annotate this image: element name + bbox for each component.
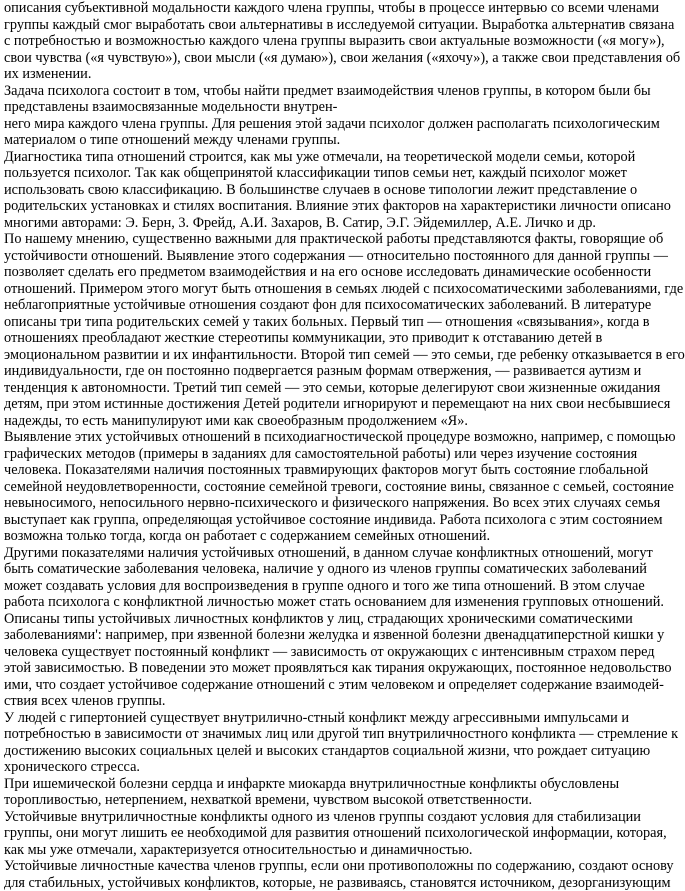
- text-line: родительских установках и стилях воспитания. Влияние этих факторов на характеристики личности описано: [4, 198, 608, 215]
- text-line: него мира каждого члена группы. Для решения этой задачи психолог должен располагать психологическим: [4, 116, 608, 133]
- text-line: Устойчивые внутриличностные конфликты одного из членов группы создают условия для стабилизации: [4, 809, 608, 826]
- paragraph: [4, 83, 608, 149]
- paragraph: [4, 0, 608, 83]
- text-line: ствия всех членов группы.: [4, 693, 608, 710]
- text-line: свои чувства («я чувствую»), свои мысли («я думаю»), свои желания («яхочу»), а также свои представления об: [4, 50, 608, 67]
- text-line: материалом о типе отношений между членами группы.: [4, 132, 608, 149]
- text-line: работа психолога с конфликтной личностью может стать основанием для изменения групповых отношений.: [4, 594, 608, 611]
- text-line: отношениях преобладают жесткие стереотипы коммуникации, это приводит к отставанию детей в: [4, 330, 608, 347]
- text-line: ими, что создает устойчивое содержание отношений с этим человеком и определяет содержание взаимодей-: [4, 677, 608, 694]
- text-line: группы каждый смог выработать свои альтернативы в исследуемой ситуации. Выработка альтернатив связана: [4, 17, 608, 34]
- text-line: Устойчивые личностные качества членов группы, если они противоположны по содержанию, создают основу: [4, 858, 608, 875]
- text-line: описаны три типа родительских семей у таких больных. Первый тип — отношения «связывания», когда в: [4, 314, 608, 331]
- text-line: отношений. Примером этого могут быть отношения в семьях людей с психосоматическими заболеваниями, где: [4, 281, 608, 298]
- text-line: торопливостью, нетерпением, нехваткой времени, чувством высокой ответственности.: [4, 792, 608, 809]
- text-line: этой зависимостью. В поведении это может проявляться как тирания окружающих, постоянное недовольство: [4, 660, 608, 677]
- text-line: для стабильных, устойчивых конфликтов, которые, не развиваясь, становятся источником, дезорганизующим: [4, 875, 608, 891]
- paragraph: [4, 429, 608, 545]
- text-line: Диагностика типа отношений строится, как мы уже отмечали, на теоретической модели семьи, которой: [4, 149, 608, 166]
- text-line: пользуется психолог. Так как общепринятой классификации типов семьи нет, каждый психолог может: [4, 165, 608, 182]
- paragraph: [4, 710, 608, 776]
- paragraph: [4, 809, 608, 859]
- text-line: семейной неудовлетворенности, состояние семейной тревоги, состояние вины, связанное с семьей, состояние: [4, 479, 608, 496]
- text-line: хронического стресса.: [4, 759, 608, 776]
- text-line: графических методов (примеры в заданиях для самостоятельной работы) или через изучение состояния: [4, 446, 608, 463]
- text-line: группы, они могут лишить ее необходимой для развития отношений психологической информации, которая,: [4, 825, 608, 842]
- text-line: надежды, то есть манипулируют ими как своеобразным продолжением «Я».: [4, 413, 608, 430]
- text-line: возможна только тогда, когда он работает с содержанием семейных отношений.: [4, 528, 608, 545]
- paragraph: [4, 231, 608, 429]
- text-line: устойчивости отношений. Выявление этого содержания — относительно постоянного для данной группы —: [4, 248, 608, 265]
- text-line: потребностью в зависимости от значимых лиц или другой тип внутриличностного конфликта — стремление к: [4, 726, 608, 743]
- text-line: использовать свою классификацию. В большинстве случаев в основе типологии лежит представление о: [4, 182, 608, 199]
- text-line: как мы уже отмечали, характеризуется относительностью и динамичностью.: [4, 842, 608, 859]
- paragraph: [4, 545, 608, 611]
- text-line: тенденция к автономности. Третий тип семей — это семьи, которые делегируют свои жизненные ожидания: [4, 380, 608, 397]
- text-line: быть соматические заболевания человека, наличие у одного из членов группы соматических заболеваний: [4, 561, 608, 578]
- text-line: По нашему мнению, существенно важными для практической работы представляются факты, говорящие об: [4, 231, 608, 248]
- text-line: выступает как группа, определяющая устойчивое состояние индивида. Работа психолога с этим состоянием: [4, 512, 608, 529]
- text-line: неблагоприятные устойчивые отношения создают фон для психосоматических заболеваний. В литературе: [4, 297, 608, 314]
- text-line: позволяет сделать его предметом взаимодействия и на его основе исследовать динамические особенности: [4, 264, 608, 281]
- paragraph: [4, 149, 608, 232]
- paragraph: [4, 858, 608, 891]
- text-line: Другими показателями наличия устойчивых отношений, в данном случае конфликтных отношений, могут: [4, 545, 608, 562]
- text-line: детям, при этом истинные достижения Детей родители игнорируют и перемещают на них свои несбывшиеся: [4, 396, 608, 413]
- text-line: с потребностью и возможностью каждого члена группы выразить свои актуальные возможности («я могу»),: [4, 33, 608, 50]
- text-line: многими авторами: Э. Берн, 3. Фрейд, А.И. Захаров, В. Сатир, Э.Г. Эйдемиллер, А.Е. Личко и др.: [4, 215, 608, 232]
- text-line: может создавать условия для воспроизведения в группе одного и того же типа отношений. В этом случае: [4, 578, 608, 595]
- text-line: Задача психолога состоит в том, чтобы найти предмет взаимодействия членов группы, в котором были бы: [4, 83, 608, 100]
- text-line: достижению высоких социальных целей и высоких стандартов социальной жизни, что рождает ситуацию: [4, 743, 608, 760]
- paragraph: [4, 611, 608, 710]
- text-line: Выявление этих устойчивых отношений в психодиагностической процедуре возможно, например, с помощью: [4, 429, 608, 446]
- text-line: При ишемической болезни сердца и инфаркте миокарда внутриличностные конфликты обусловлены: [4, 776, 608, 793]
- text-line: представлены взаимосвязанные модельности внутрен-: [4, 99, 608, 116]
- paragraph: [4, 776, 608, 809]
- text-line: их изменении.: [4, 66, 608, 83]
- text-line: невыносимого, непосильного нервно-психического и физического напряжения. Во всех этих случаях семья: [4, 495, 608, 512]
- text-line: заболеваниями': например, при язвенной болезни желудка и язвенной болезни двенадцатиперстной кишки у: [4, 627, 608, 644]
- text-line: Описаны типы устойчивых личностных конфликтов у лиц, страдающих хроническими соматическими: [4, 611, 608, 628]
- text-line: У людей с гипертонией существует внутрилично-стный конфликт между агрессивными импульсами и: [4, 710, 608, 727]
- text-line: описания субъективной модальности каждого члена группы, чтобы в процессе интервью со всеми членами: [4, 0, 608, 17]
- text-line: человека существует постоянный конфликт — зависимость от окружающих с интенсивным страхом перед: [4, 644, 608, 661]
- text-line: человека. Показателями наличия постоянных травмирующих факторов могут быть состояние глобальной: [4, 462, 608, 479]
- text-line: индивидуальности, где он постоянно подвергается разным формам отвержения, — развивается аутизм и: [4, 363, 608, 380]
- text-line: эмоциональном развитии и их инфантильности. Второй тип семей — это семьи, где ребенку отказывается в его: [4, 347, 608, 364]
